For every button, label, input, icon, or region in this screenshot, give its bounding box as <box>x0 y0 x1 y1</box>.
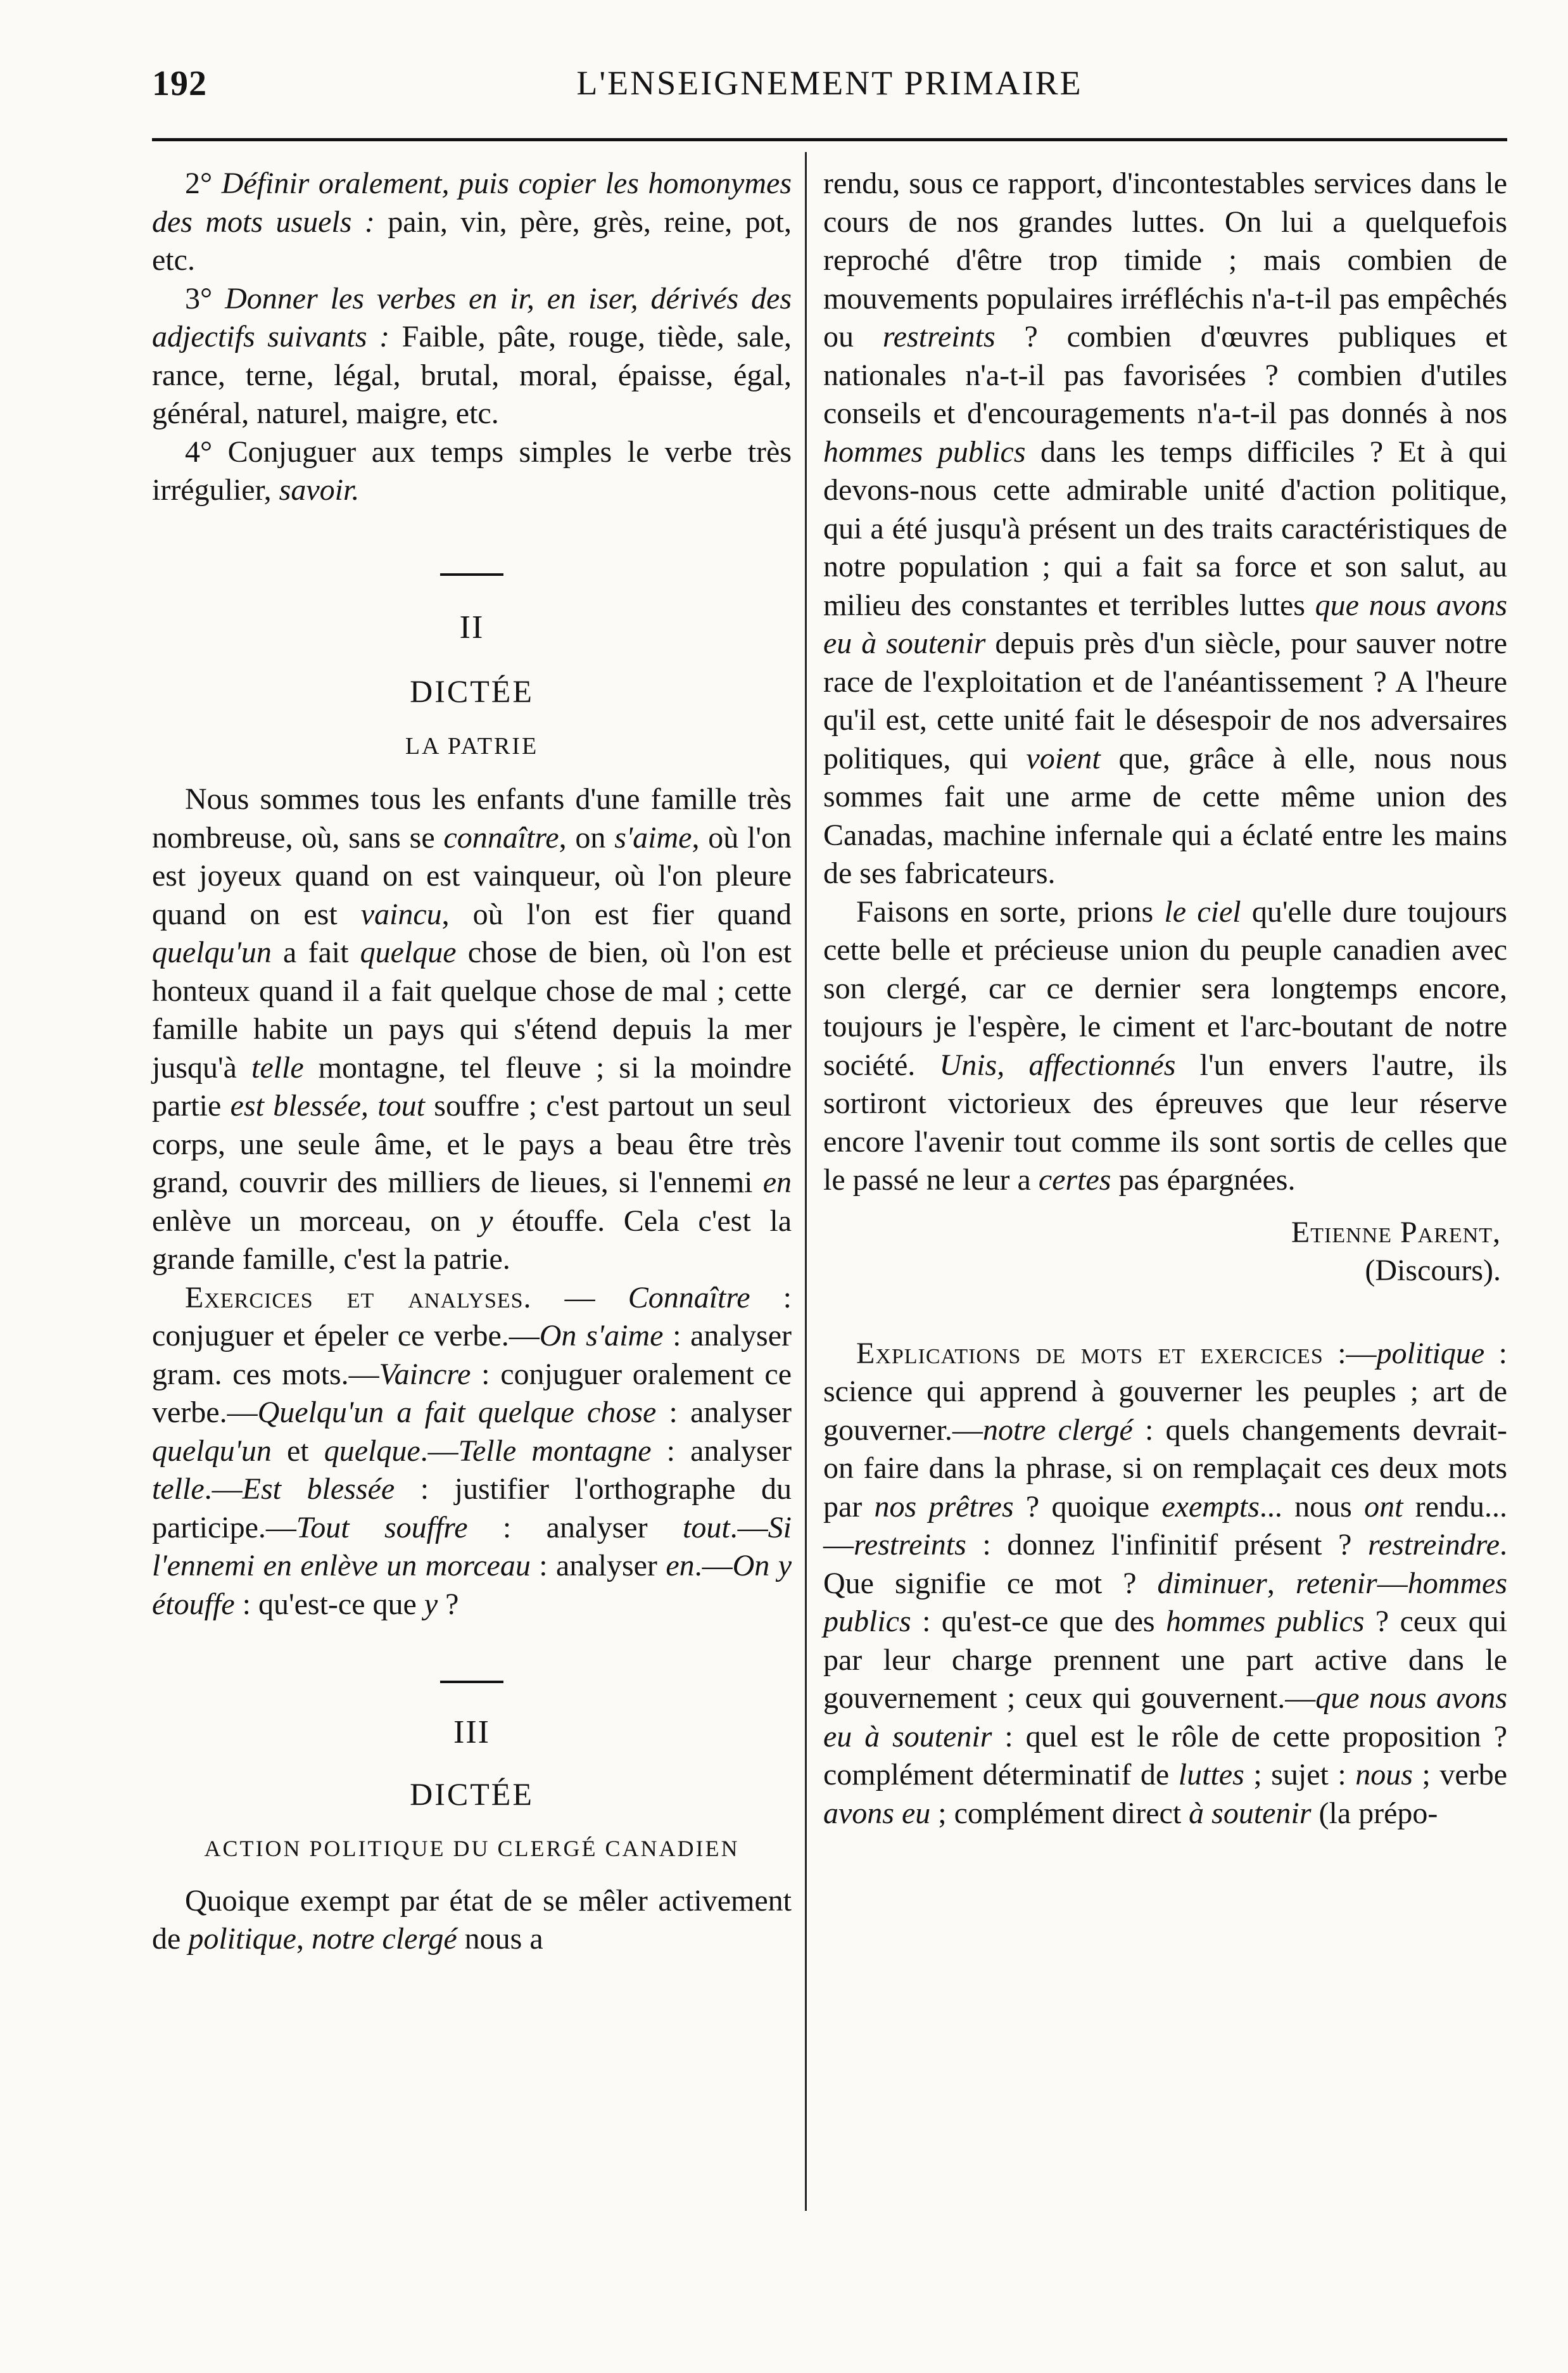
italic-run: le ciel <box>1164 894 1241 929</box>
italic-run: voient <box>1026 741 1101 775</box>
header-rule <box>152 138 1507 141</box>
text-run: : quel est le rôle de cette proposition ? complément déterminatif de <box>823 1719 1508 1791</box>
italic-run: hommes publics <box>823 435 1026 469</box>
exercise-4: 4° Conjuguer aux temps simples le verbe très irrégulier, savoir. <box>152 435 792 507</box>
text-run: : qu'est-ce que <box>234 1587 424 1621</box>
italic-run: luttes <box>1178 1758 1244 1791</box>
text-run: : analyser <box>530 1549 666 1582</box>
page-number: 192 <box>152 64 207 103</box>
italic-run: hommes publics <box>823 1566 1508 1638</box>
text-run: ... nous <box>1259 1489 1365 1524</box>
text-run: .— <box>204 1472 243 1506</box>
italic-run: telle <box>152 1472 205 1506</box>
text-run: étouffe. Cela c'est la grande famille, c'est la patrie. <box>152 1204 792 1276</box>
italic-run: quelque <box>324 1434 420 1468</box>
italic-run: en <box>666 1549 695 1582</box>
dictation-paragraph <box>823 165 1507 893</box>
text-run: : quels changements devrait-on faire dans la phrase, si on remplaçait ces deux mots par <box>823 1413 1508 1524</box>
text-run: Exercices et analyses. <box>185 1280 532 1314</box>
italic-run: ont <box>1364 1489 1403 1524</box>
text-run: depuis près d'un siècle, pour sauver notre race de l'exploitation et de l'anéantissement ? A l'heure qu'il est, cette unité fait le désespoir de nos adversaires politiques, qui <box>823 627 1507 775</box>
column-divider <box>805 152 807 2211</box>
text-run: ? ceux qui par leur charge prennent une part active dans le gouvernement ; ceux qui gouvernent.— <box>823 1605 1507 1715</box>
italic-run: Telle montagne <box>458 1434 652 1468</box>
text-run: — <box>1377 1566 1408 1600</box>
italic-run: vaincu <box>360 897 442 931</box>
text-run: : conjuguer oralement ce verbe.— <box>152 1357 792 1429</box>
text-run: : analyser <box>651 1434 792 1468</box>
text-run: et <box>271 1434 324 1468</box>
dictation-title: LA PATRIE <box>405 732 539 760</box>
text-run: .— <box>694 1549 733 1582</box>
italic-run: telle <box>251 1050 304 1085</box>
text-run: ? <box>438 1587 459 1621</box>
text-run: l'un envers l'autre, ils sortiront victorieux des épreuves que leur réserve encore l'avenir tout comme ils sont sortis de celles que le passé ne leur a <box>823 1048 1507 1197</box>
italic-run: restreindre <box>1368 1528 1500 1562</box>
italic-run: Vaincre <box>379 1357 471 1391</box>
italic-run: On y étouffe <box>152 1549 792 1621</box>
italic-run: quelque <box>360 936 457 969</box>
italic-run: Est blessée <box>242 1472 395 1506</box>
text-run: : justifier l'orthographe du participe.— <box>152 1472 792 1544</box>
dictation-paragraph <box>152 780 792 1279</box>
exercise-3-words: Faible, pâte, rouge, tiède, sale, rance, terne, légal, brutal, moral, épaisse, égal, général, naturel, maigre, etc. <box>152 320 792 430</box>
text-run: souffre ; c'est partout un seul corps, une seule âme, et le pays a beau être très grand, couvrir des milliers de lieues, si l'ennemi <box>152 1089 792 1199</box>
exercise-3: 3° Donner les verbes en ir, en iser, dérivés des adjectifs suivants : Faible, pâte, rouge, tiède, sale, rance, terne, légal, brutal, moral, épaisse, égal, général, naturel, maigre, etc. <box>152 281 792 430</box>
text-run: ; complément direct <box>930 1796 1189 1830</box>
text-run: (la prépo- <box>1311 1796 1438 1830</box>
italic-run: y <box>424 1587 438 1621</box>
italic-run: que nous avons eu à soutenir <box>823 1681 1507 1753</box>
text-run: — <box>531 1280 628 1314</box>
section-number: II <box>459 609 484 646</box>
text-run: : analyser gram. ces mots.— <box>152 1319 792 1391</box>
italic-run: nos prêtres <box>874 1489 1014 1524</box>
text-run: rendu... — <box>823 1489 1507 1562</box>
italic-run: tout <box>682 1510 730 1544</box>
author-name: Etienne Parent, <box>1291 1215 1501 1249</box>
section-heading: DICTÉE <box>410 1776 534 1812</box>
italic-run: restreints <box>882 320 996 353</box>
text-run: nous a <box>457 1922 543 1956</box>
text-run: : conjuguer et épeler ce verbe.— <box>152 1280 792 1352</box>
text-run: : qu'est-ce que des <box>911 1605 1167 1638</box>
italic-run: Tout souffre <box>296 1510 468 1544</box>
text-run: Nous sommes tous les enfants d'une famille très nombreuse, où, sans se <box>152 782 792 855</box>
right-column <box>823 165 1507 1833</box>
text-run: . Que signifie ce mot ? <box>823 1528 1507 1600</box>
section-number: III <box>453 1714 490 1750</box>
exercise-3-prompt: Donner les verbes en ir, en iser, dérivés des adjectifs suivants : <box>152 281 792 353</box>
italic-run: en <box>762 1166 792 1199</box>
italic-run: s'aime <box>614 820 692 855</box>
running-title: L'ENSEIGNEMENT PRIMAIRE <box>576 64 1083 102</box>
italic-run: à soutenir <box>1189 1796 1312 1830</box>
author-source: (Discours). <box>1365 1254 1501 1287</box>
italic-run: politique <box>1376 1336 1485 1370</box>
text-run: ? quoique <box>1013 1489 1162 1524</box>
text-run: qu'elle dure toujours cette belle et précieuse union du peuple canadien avec son clergé, car ce dernier sera longtemps encore, toujours je l'espère, le ciment et l'arc-boutant de notre société. <box>823 894 1507 1082</box>
italic-run: hommes publics <box>1166 1605 1365 1638</box>
italic-run: quelqu'un <box>152 936 272 969</box>
text-run: , où l'on est fier quand <box>441 897 792 931</box>
italic-run: y <box>479 1204 493 1238</box>
italic-run: avons eu <box>823 1796 931 1830</box>
dictation-paragraph <box>152 1882 792 1959</box>
text-run: : donnez l'infinitif présent ? <box>966 1528 1369 1562</box>
text-run: rendu, sous ce rapport, d'incontestables services dans le cours de nos grandes luttes. On lui a quelquefois reproché d'être trop timide ; mais combien de mouvements populaires irréfléchis n'a-t-il pas empêchés ou <box>823 167 1507 353</box>
text-run: ? combien d'œuvres publiques et nationales n'a-t-il pas favorisées ? combien d'utiles conseils et d'encouragements n'a-t-il pas donnés à nos <box>823 320 1507 430</box>
italic-run: certes <box>1038 1163 1111 1197</box>
exercise-2-prompt: Définir oralement, puis copier les homonymes des mots usuels : <box>152 167 792 239</box>
italic-run: notre clergé <box>311 1922 457 1956</box>
text-run: Explications de mots et exercices <box>856 1336 1324 1370</box>
text-run: .— <box>730 1510 768 1544</box>
text-run: , on <box>559 820 615 855</box>
left-column <box>152 165 792 1959</box>
text-run: : analyser <box>656 1396 792 1429</box>
italic-run: Quelqu'un a fait quelque chose <box>257 1396 657 1429</box>
text-run: : analyser <box>467 1510 683 1544</box>
text-run: :— <box>1323 1336 1377 1370</box>
text-run: , où l'on est joyeux quand on est vainqueur, où l'on pleure quand on est <box>152 820 792 931</box>
exercise-2-words: pain, vin, père, grès, reine, pot, etc. <box>152 205 792 277</box>
text-run: , <box>296 1922 312 1956</box>
text-run: Faisons en sorte, prions <box>856 894 1165 929</box>
italic-run: exempts <box>1161 1489 1260 1524</box>
italic-run: Si l'ennemi en enlève un morceau <box>152 1510 792 1582</box>
text-run: montagne, tel fleuve ; si la moindre partie <box>152 1050 792 1123</box>
text-run: chose de bien, où l'on est honteux quand il a fait quelque chose de mal ; cette famille habite un pays qui s'étend depuis la mer jusqu'à <box>152 936 792 1085</box>
italic-run: restreints <box>854 1528 966 1562</box>
exercise-2: 2° Définir oralement, puis copier les homonymes des mots usuels : pain, vin, père, grès, reine, pot, etc. <box>152 167 792 277</box>
dictation-title: ACTION POLITIQUE DU CLERGÉ CANADIEN <box>204 1836 740 1861</box>
italic-run: Connaître <box>628 1280 750 1314</box>
explanations-paragraph <box>823 1335 1507 1833</box>
text-run: dans les temps difficiles ? Et à qui devons-nous cette admirable unité d'action politique, qui a été jusqu'à présent un des traits caractéristiques de notre population ; qui a fait sa force et son salut, au milieu des constantes et terribles luttes <box>823 435 1508 622</box>
text-run: : science qui apprend à gouverner les peuples ; art de gouverner.— <box>823 1336 1507 1447</box>
italic-run: politique <box>188 1922 296 1956</box>
text-run: a fait <box>271 936 360 969</box>
text-run: enlève un morceau, on <box>152 1204 480 1238</box>
italic-run: est blessée, tout <box>230 1089 425 1123</box>
text-run: .— <box>420 1434 458 1468</box>
italic-run: Unis, affectionnés <box>939 1048 1176 1082</box>
italic-run: quelqu'un <box>152 1434 272 1468</box>
italic-run: diminuer <box>1157 1566 1267 1600</box>
text-run: ; verbe <box>1412 1758 1507 1791</box>
section-heading: DICTÉE <box>410 673 534 709</box>
text-run: pas épargnées. <box>1111 1163 1296 1197</box>
dictation-paragraph <box>823 893 1507 1200</box>
text-run: ; sujet : <box>1244 1758 1356 1791</box>
italic-run: connaître <box>443 820 559 855</box>
text-run: , <box>1267 1566 1296 1600</box>
italic-run: retenir <box>1295 1566 1377 1600</box>
exercises-paragraph <box>152 1279 792 1624</box>
italic-run: que nous avons eu à soutenir <box>823 588 1507 660</box>
text-run: Quoique exempt par état de se mêler activement de <box>152 1883 792 1956</box>
italic-run: On s'aime <box>539 1319 664 1352</box>
page-header <box>152 63 1507 108</box>
text-run: que, grâce à elle, nous nous sommes fait une arme de cette même union des Canadas, machine infernale qui a éclaté entre les mains de ses fabricateurs. <box>823 741 1507 890</box>
italic-run: notre clergé <box>982 1413 1133 1447</box>
italic-run: nous <box>1355 1758 1413 1791</box>
